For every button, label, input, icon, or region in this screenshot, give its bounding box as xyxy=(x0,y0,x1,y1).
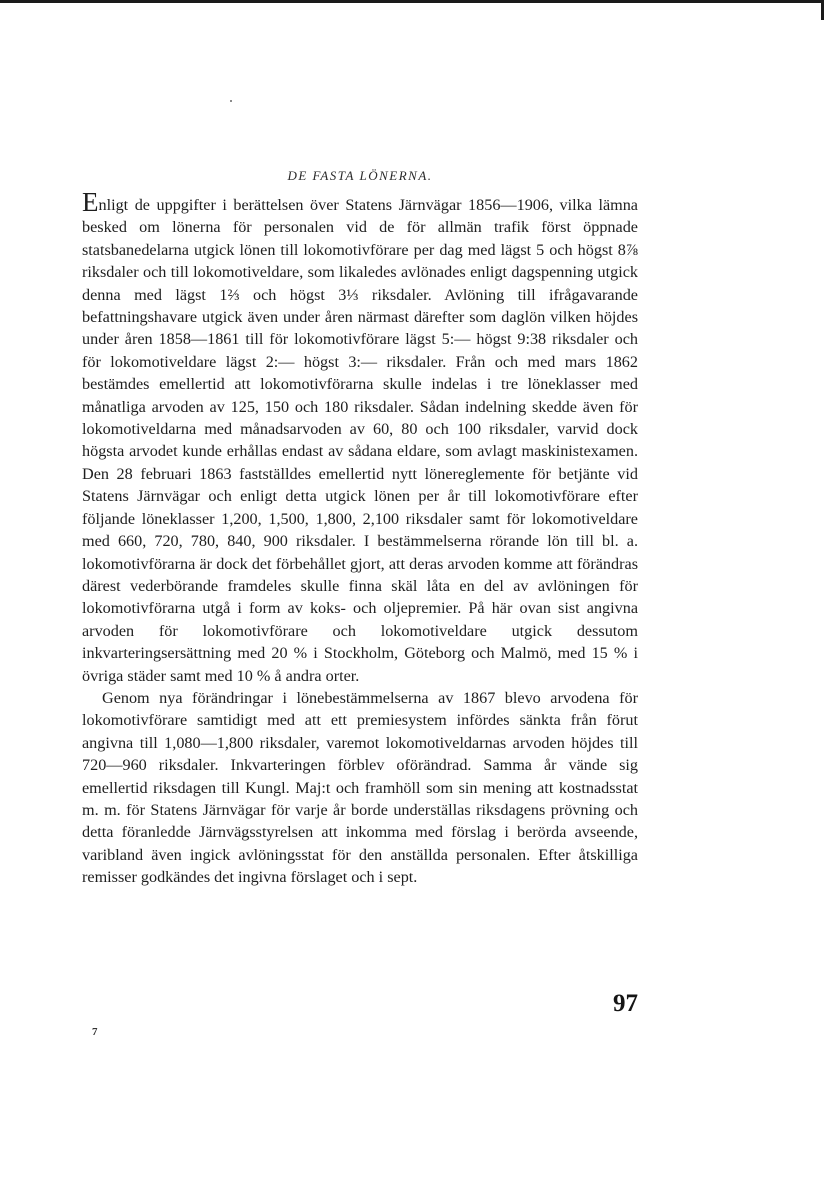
page-number: 97 xyxy=(613,990,638,1017)
scan-speck xyxy=(230,100,232,102)
paragraph-1-text: nligt de uppgifter i berättelsen över Statens Järnvägar 1856—1906, vilka lämna besked om lönerna för personalen vid de för allmän trafik först öppnade statsbanedelarna utgick lönen till lokomotivförare per dag med lägst 5 och högst 8⅞ riksdaler och till lokomotiveldare, som likaledes avlönades enligt dagspenning utgick denna med lägst 1⅔ och högst 3⅓ riksdaler. Avlöning till ifrågavarande befattningshavare utgick även under åren närmast därefter som daglön vilken höjdes under åren 1858—1861 till för lokomotivförare lägst 5:— högst 9:38 riksdaler och för lokomotiveldare lägst 2:— högst 3:— riksdaler. Från och med mars 1862 bestämdes emellertid att lokomotivförarna skulle indelas i tre löneklasser med månatliga arvoden av 125, 150 och 180 riksdaler. Sådan indelning skedde även för lokomotiveldarna med månadsarvoden av 60, 80 och 100 riksdaler, varvid dock högsta arvodet kunde erhållas endast av sådana eldare, som avlagt maskinistexamen. Den 28 februari 1863 fastställdes emellertid nytt lönereglemente för betjänte vid Statens Järnvägar och enligt detta utgick lönen per år till lokomotivförare efter följande löneklasser 1,200, 1,500, 1,800, 2,100 riksdaler samt för lokomotiveldare med 660, 720, 780, 840, 900 riksdaler. I bestämmelserna rörande lön till bl. a. lokomotivförarna är dock det förbehållet gjort, att deras arvoden komme att förändras därest vederbörande framdeles skulle finna skäl låta en del av avlöningen för lokomotivförarna utgå i form av koks- och oljepremier. På här ovan sist angivna arvoden för lokomotivförare och lokomotiveldare utgick dessutom inkvarteringsersättning med 20 % i Stockholm, Göteborg och Malmö, med 15 % i övriga städer samt med 10 % å andra orter. xyxy=(82,196,638,685)
signature-mark: 7 xyxy=(92,1026,98,1038)
body-text xyxy=(82,187,638,889)
paragraph-2: Genom nya förändringar i lönebestämmelserna av 1867 blevo arvodena för lokomotivförare samtidigt med att ett premiesystem infördes sänkta från förut angivna till 1,080—1,800 riksdaler, varemot lokomotiveldarnas arvoden höjdes till 720—960 riksdaler. Inkvarteringen förblev oförändrad. Samma år vände sig emellertid riksdagen till Kungl. Maj:t och framhöll som sin mening att kostnadsstat m. m. för Statens Järnvägar för varje år borde underställas riksdagens prövning och detta föranledde Järnvägsstyrelsen att inkomma med förslag i berörda avseende, varibland även ingick avlöningsstat för den anställda personalen. Efter åtskilliga remisser godkändes det ingivna förslaget och i sept. xyxy=(82,688,638,887)
running-head: DE FASTA LÖNERNA. xyxy=(287,168,433,183)
scan-top-edge xyxy=(0,0,824,3)
paragraph-1 xyxy=(82,187,638,687)
drop-capital: E xyxy=(82,187,99,217)
